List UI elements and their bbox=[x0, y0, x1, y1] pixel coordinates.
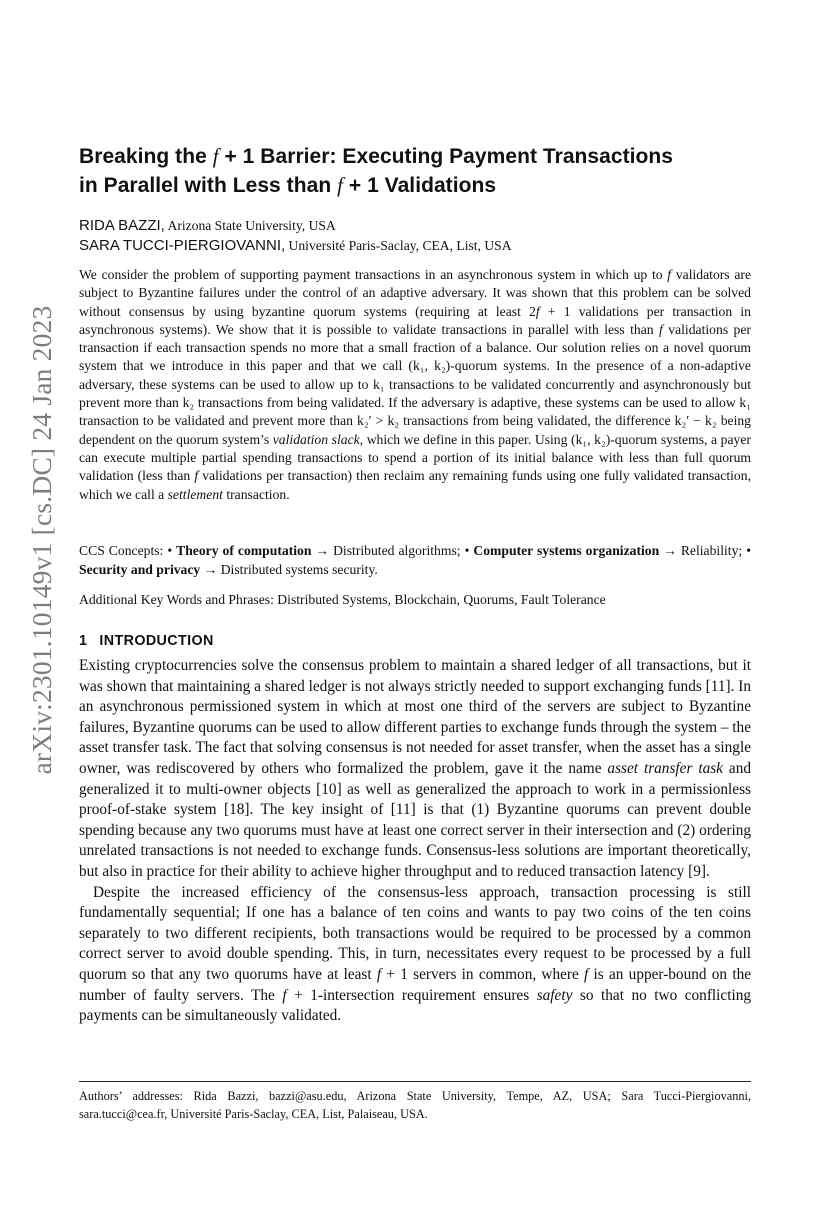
paragraph: Existing cryptocurrencies solve the consensus problem to maintain a shared ledger of all transactions, but it was shown that maintaining a shared ledger is not always strictly needed to support exchanging funds [11]. In an asynchronous permissioned system in which at most one third of the servers are subject to Byzantine failures, Byzantine quorums can be used to allow different parties to exchange funds through the system – the asset transfer task. The fact that solving consensus is not needed for asset transfer, when the asset has a single owner, was rediscovered by others who formalized the problem, gave it the name asset transfer task and generalized it to multi-owner objects [10] as well as generalized the approach to work in a permissionless proof-of-stake system [18]. The key insight of [11] is that (1) Byzantine quorums can prevent double spending because any two quorums must have at least one correct server in their intersection and (2) ordering unrelated transactions is not needed to exchange funds. Consensus-less solutions are important theoretically, but also in practice for their ability to achieve higher throughput and to reduced transaction latency [9]. bbox=[79, 657, 751, 880]
arxiv-identifier: arXiv:2301.10149v1 [cs.DC] 24 Jan 2023 bbox=[26, 305, 57, 775]
paragraph: Despite the increased efficiency of the consensus-less approach, transaction processing is still fundamentally sequential; If one has a balance of ten coins and wants to pay two coins of the ten coins separately to two different recipients, both transactions would be required to be processed by a common correct server to avoid double spending. This, in turn, necessitates every request to be processed by a full quorum so that any two quorums have at least f + 1 servers in common, where f is an upper-bound on the number of faulty servers. The f + 1-intersection requirement ensures safety so that no two conflicting payments can be simultaneously validated. bbox=[79, 883, 752, 1025]
keywords: Additional Key Words and Phrases: Distributed Systems, Blockchain, Quorums, Fault Tolerance bbox=[79, 592, 606, 607]
author-name: SARA TUCCI-PIERGIOVANNI, bbox=[79, 237, 286, 254]
ccs-concepts: CCS Concepts: • Theory of computation → Distributed algorithms; • Computer systems organization → Reliability; • Security and privacy → Distributed systems security. bbox=[79, 543, 751, 577]
section-number: 1 bbox=[79, 633, 88, 649]
footnote-rule bbox=[79, 1081, 751, 1082]
author-entry bbox=[79, 216, 751, 236]
section-title: INTRODUCTION bbox=[99, 633, 214, 649]
author-affiliation: Arizona State University, USA bbox=[164, 218, 336, 233]
authors-addresses-footnote: Authors’ addresses: Rida Bazzi, bazzi@asu.edu, Arizona State University, Tempe, AZ, USA; Sara Tucci-Piergiovanni, sara.tucci@cea.fr, Université Paris-Saclay, CEA, List, Palaiseau, USA. bbox=[79, 1089, 751, 1121]
author-name: RIDA BAZZI, bbox=[79, 217, 165, 234]
arxiv-sidebar-stamp bbox=[24, 240, 60, 840]
author-entry bbox=[79, 236, 751, 256]
introduction-body bbox=[79, 656, 751, 1027]
abstract: We consider the problem of supporting payment transactions in an asynchronous system in which up to f validators are subject to Byzantine failures under the control of an adaptive adversary. It was shown that this problem can be solved without consensus by using byzantine quorum systems (requiring at least 2f + 1 validations per transaction in asynchronous systems). We show that it is possible to validate transactions in parallel with less than f validations per transaction if each transaction spends no more that a small fraction of a balance. Our solution relies on a novel quorum system that we introduce in this paper and that we call (k₁, k₂)-quorum systems. In the presence of a non-adaptive adversary, these systems can be used to allow up to k₁ transactions to be validated concurrently and asynchronously but prevent more than k₂ transactions from being validated. If the adversary is adaptive, these systems can be used to allow k₁ transaction to be validated and prevent more than k₂′ > k₂ transactions from being validated, the difference k₂′ − k₂ being dependent on the quorum system’s validation slack, which we define in this paper. Using (k₁, k₂)-quorum systems, a payer can execute multiple partial spending transactions to spend a portion of its initial balance with less than full quorum validation (less than f validations per transaction) then reclaim any remaining funds using one fully validated transaction, which we call a settlement transaction. bbox=[79, 267, 751, 502]
author-list bbox=[79, 216, 751, 256]
paper-title: Breaking the f + 1 Barrier: Executing Payment Transactions in Parallel with Less than f + 1 Validations bbox=[79, 144, 674, 197]
author-affiliation: Université Paris-Saclay, CEA, List, USA bbox=[285, 238, 512, 253]
section-heading bbox=[79, 633, 214, 649]
